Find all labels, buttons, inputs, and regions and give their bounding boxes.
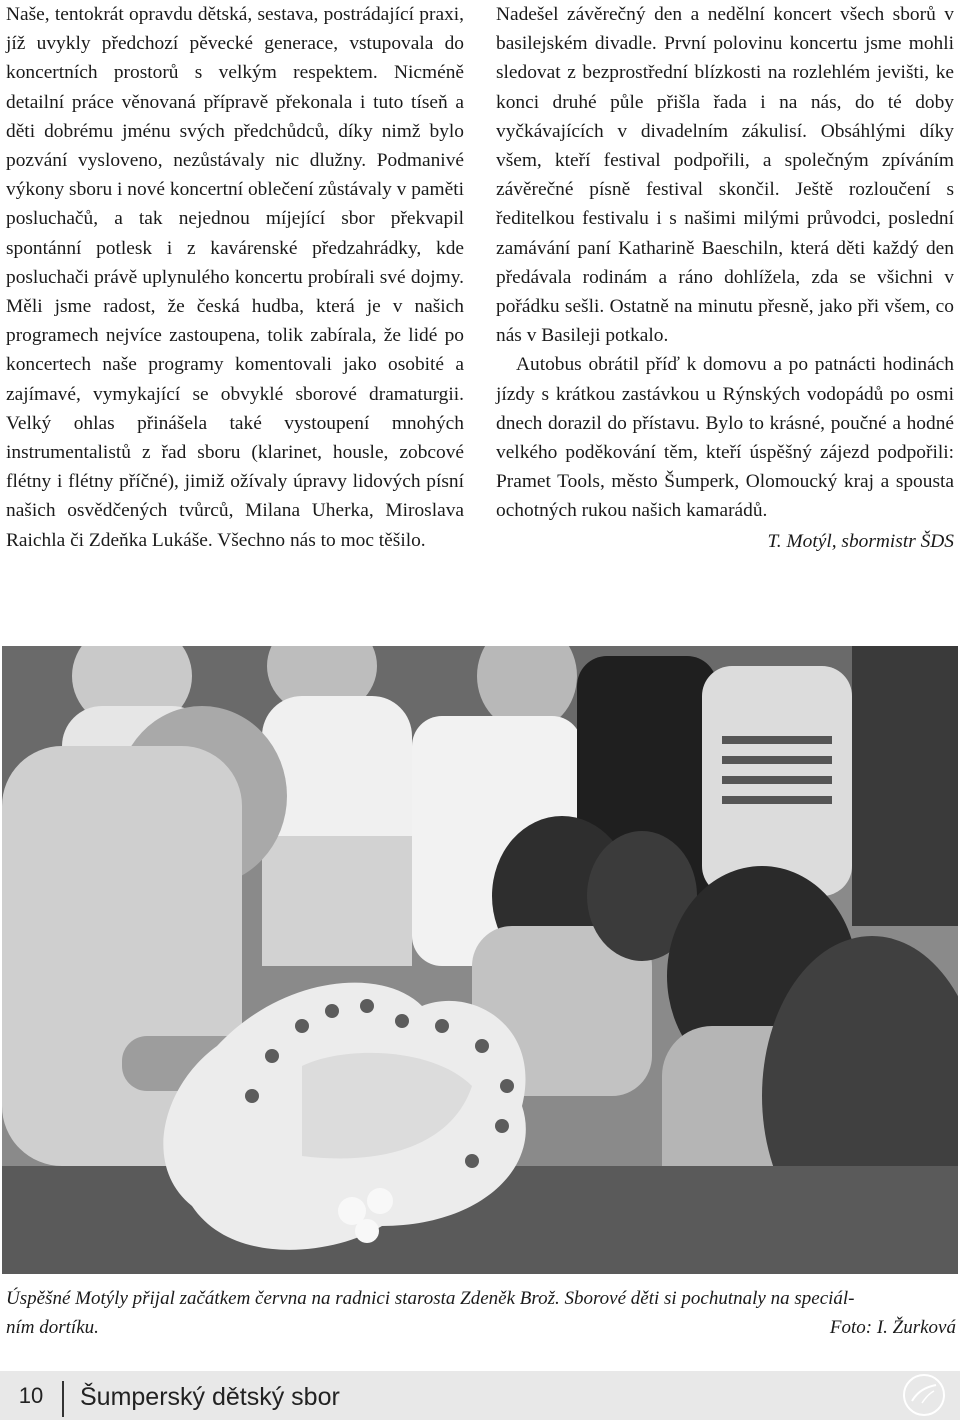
left-paragraph: Naše, tentokrát opravdu dětská, sestava, postrádající praxi, jíž uvykly předchozí pěvecké generace, vstupovala do koncertních prostorů s velkým respektem. Nicméně detailní práce věnovaná přípravě překonala i tuto tíseň a děti dobrému jménu svých předchůdců, díky nimž bylo pozvání vysloveno, nezůstávaly nic dlužny. Podmanivé výkony sboru i nové koncertní oblečení zůstávaly v paměti posluchačů, a tak nejednou míjející sbor překvapil spontánní potlesk i z kavárenské předzahrádky, kde posluchači právě uplynulého koncertu probírali své dojmy. Měli jsme radost, že česká hudba, která je v našich programech nejvíce zastoupena, tolik zabírala, že lidé po koncertech naše programy komentovali jako osobité a zajímavé, vymykající se obvyklé sborové dramaturgii. Velký ohlas přinášela také vystoupení mnohých instrumentalistů z řad sboru (klarinet, housle, zobcové flétny i flétny příčné), jimiž ožívaly úpravy lidových písní našich osvědčených tvůrců, Milana Uherka, Miroslava Raichla či Zdeňka Lukáše. Všechno nás to moc těšilo.: [6, 4, 464, 551]
photo-caption: [6, 1284, 956, 1342]
caption-line-1: Úspěšné Motýly přijal začátkem června na radnici starosta Zdeněk Brož. Sborové děti si pochutnaly na speciál-: [6, 1288, 855, 1309]
author-signature: T. Motýl, sbormistr ŠDS: [767, 530, 954, 552]
article-photo: [2, 646, 958, 1274]
page-footer: [0, 1371, 960, 1420]
left-column: [6, 0, 464, 555]
photo-credit: Foto: I. Žurková: [829, 1317, 956, 1338]
photo-children-cake-icon: [2, 646, 958, 1274]
publication-title: Šumperský dětský sbor: [80, 1383, 340, 1411]
right-column: [496, 0, 954, 556]
choir-logo-icon: [902, 1373, 946, 1417]
right-paragraph-1: Nadešel závěrečný den a nedělní koncert všech sborů v basilejském divadle. První polovinu koncertu jsme mohli sledovat z bezprostřední blízkosti na rozlehlém jevišti, ke konci druhé půle přišla řada i na nás, do té doby vyčkávajících v divadelním zákulisí. Obsáhlými díky všem, kteří festival podpořili, a společným zpíváním závěrečné písně festival skončil. Ještě rozloučení s ředitelkou festivalu i s našimi milými průvodci, poslední zamávání paní Katharině Baeschiln, která děti každý den předávala rodinám a ráno dohlížela, zda se všichni v pořádku sešli. Ostatně na minutu přesně, jako při všem, co nás v Basileji potkalo.: [496, 4, 954, 347]
caption-line-2: ním dortíku.: [6, 1317, 99, 1338]
page-number: 10: [18, 1383, 44, 1408]
footer-divider: [62, 1381, 64, 1417]
caption-line-2-row: [6, 1313, 956, 1342]
right-paragraph-2: Autobus obrátil příď k domovu a po patnácti hodinách jízdy s krátkou zastávkou u Rýnských vodopádů po osmi dnech dorazil do přístavu. Bylo to krásné, poučné a hodné velkého poděkování těm, kteří úspěšný zájezd podpořili: Pramet Tools, město Šumperk, Olomoucký kraj a spousta ochotných rukou našich kamarádů.: [496, 354, 954, 522]
